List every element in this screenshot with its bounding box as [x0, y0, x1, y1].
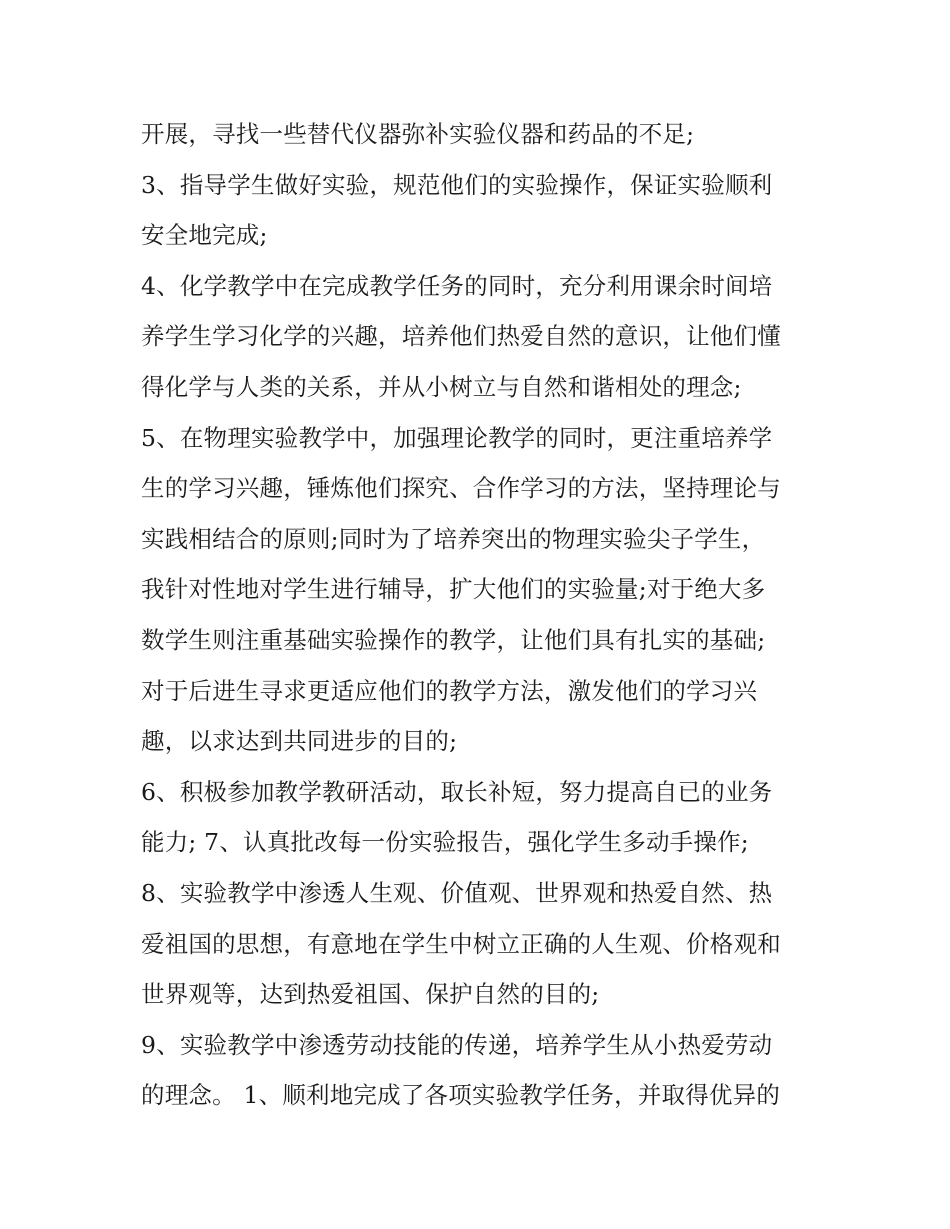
text-line: 养学生学习化学的兴趣，培养他们热爱自然的意识，让他们懂	[141, 322, 781, 351]
text-line: 爱祖国的思想，有意地在学生中树立正确的人生观、价格观和	[141, 929, 781, 958]
text-line: 的理念。 1、顺利地完成了各项实验教学任务，并取得优异的	[141, 1081, 781, 1110]
text-line: 数学生则注重基础实验操作的教学，让他们具有扎实的基础;	[141, 625, 766, 654]
text-line: 对于后进生寻求更适应他们的教学方法，激发他们的学习兴	[141, 676, 758, 705]
text-line: 8、实验教学中渗透人生观、价值观、世界观和热爱自然、热	[141, 878, 773, 907]
text-line: 得化学与人类的关系，并从小树立与自然和谐相处的理念;	[141, 372, 742, 401]
text-line: 趣，以求达到共同进步的目的;	[141, 727, 458, 756]
text-line: 9、实验教学中渗透劳动技能的传递，培养学生从小热爱劳动	[141, 1030, 773, 1059]
text-line: 5、在物理实验教学中，加强理论教学的同时，更注重培养学	[141, 423, 773, 452]
text-line: 6、积极参加教学教研活动，取长补短，努力提高自已的业务	[141, 777, 773, 806]
document-body	[141, 109, 821, 1121]
text-line: 3、指导学生做好实验，规范他们的实验操作，保证实验顺利	[141, 170, 773, 199]
text-line: 4、化学教学中在完成教学任务的同时，充分利用课余时间培	[141, 271, 773, 300]
text-line: 生的学习兴趣，锤炼他们探究、合作学习的方法，坚持理论与	[141, 474, 781, 503]
text-line: 开展，寻找一些替代仪器弥补实验仪器和药品的不足;	[141, 120, 695, 148]
text-line: 能力; 7、认真批改每一份实验报告，强化学生多动手操作;	[141, 828, 749, 857]
text-line: 实践相结合的原则;同时为了培养突出的物理实验尖子学生，	[141, 524, 766, 553]
text-line: 安全地完成;	[141, 221, 268, 250]
text-line: 我针对性地对学生进行辅导，扩大他们的实验量;对于绝大多	[141, 575, 766, 604]
text-line: 世界观等，达到热爱祖国、保护自然的目的;	[141, 980, 600, 1009]
